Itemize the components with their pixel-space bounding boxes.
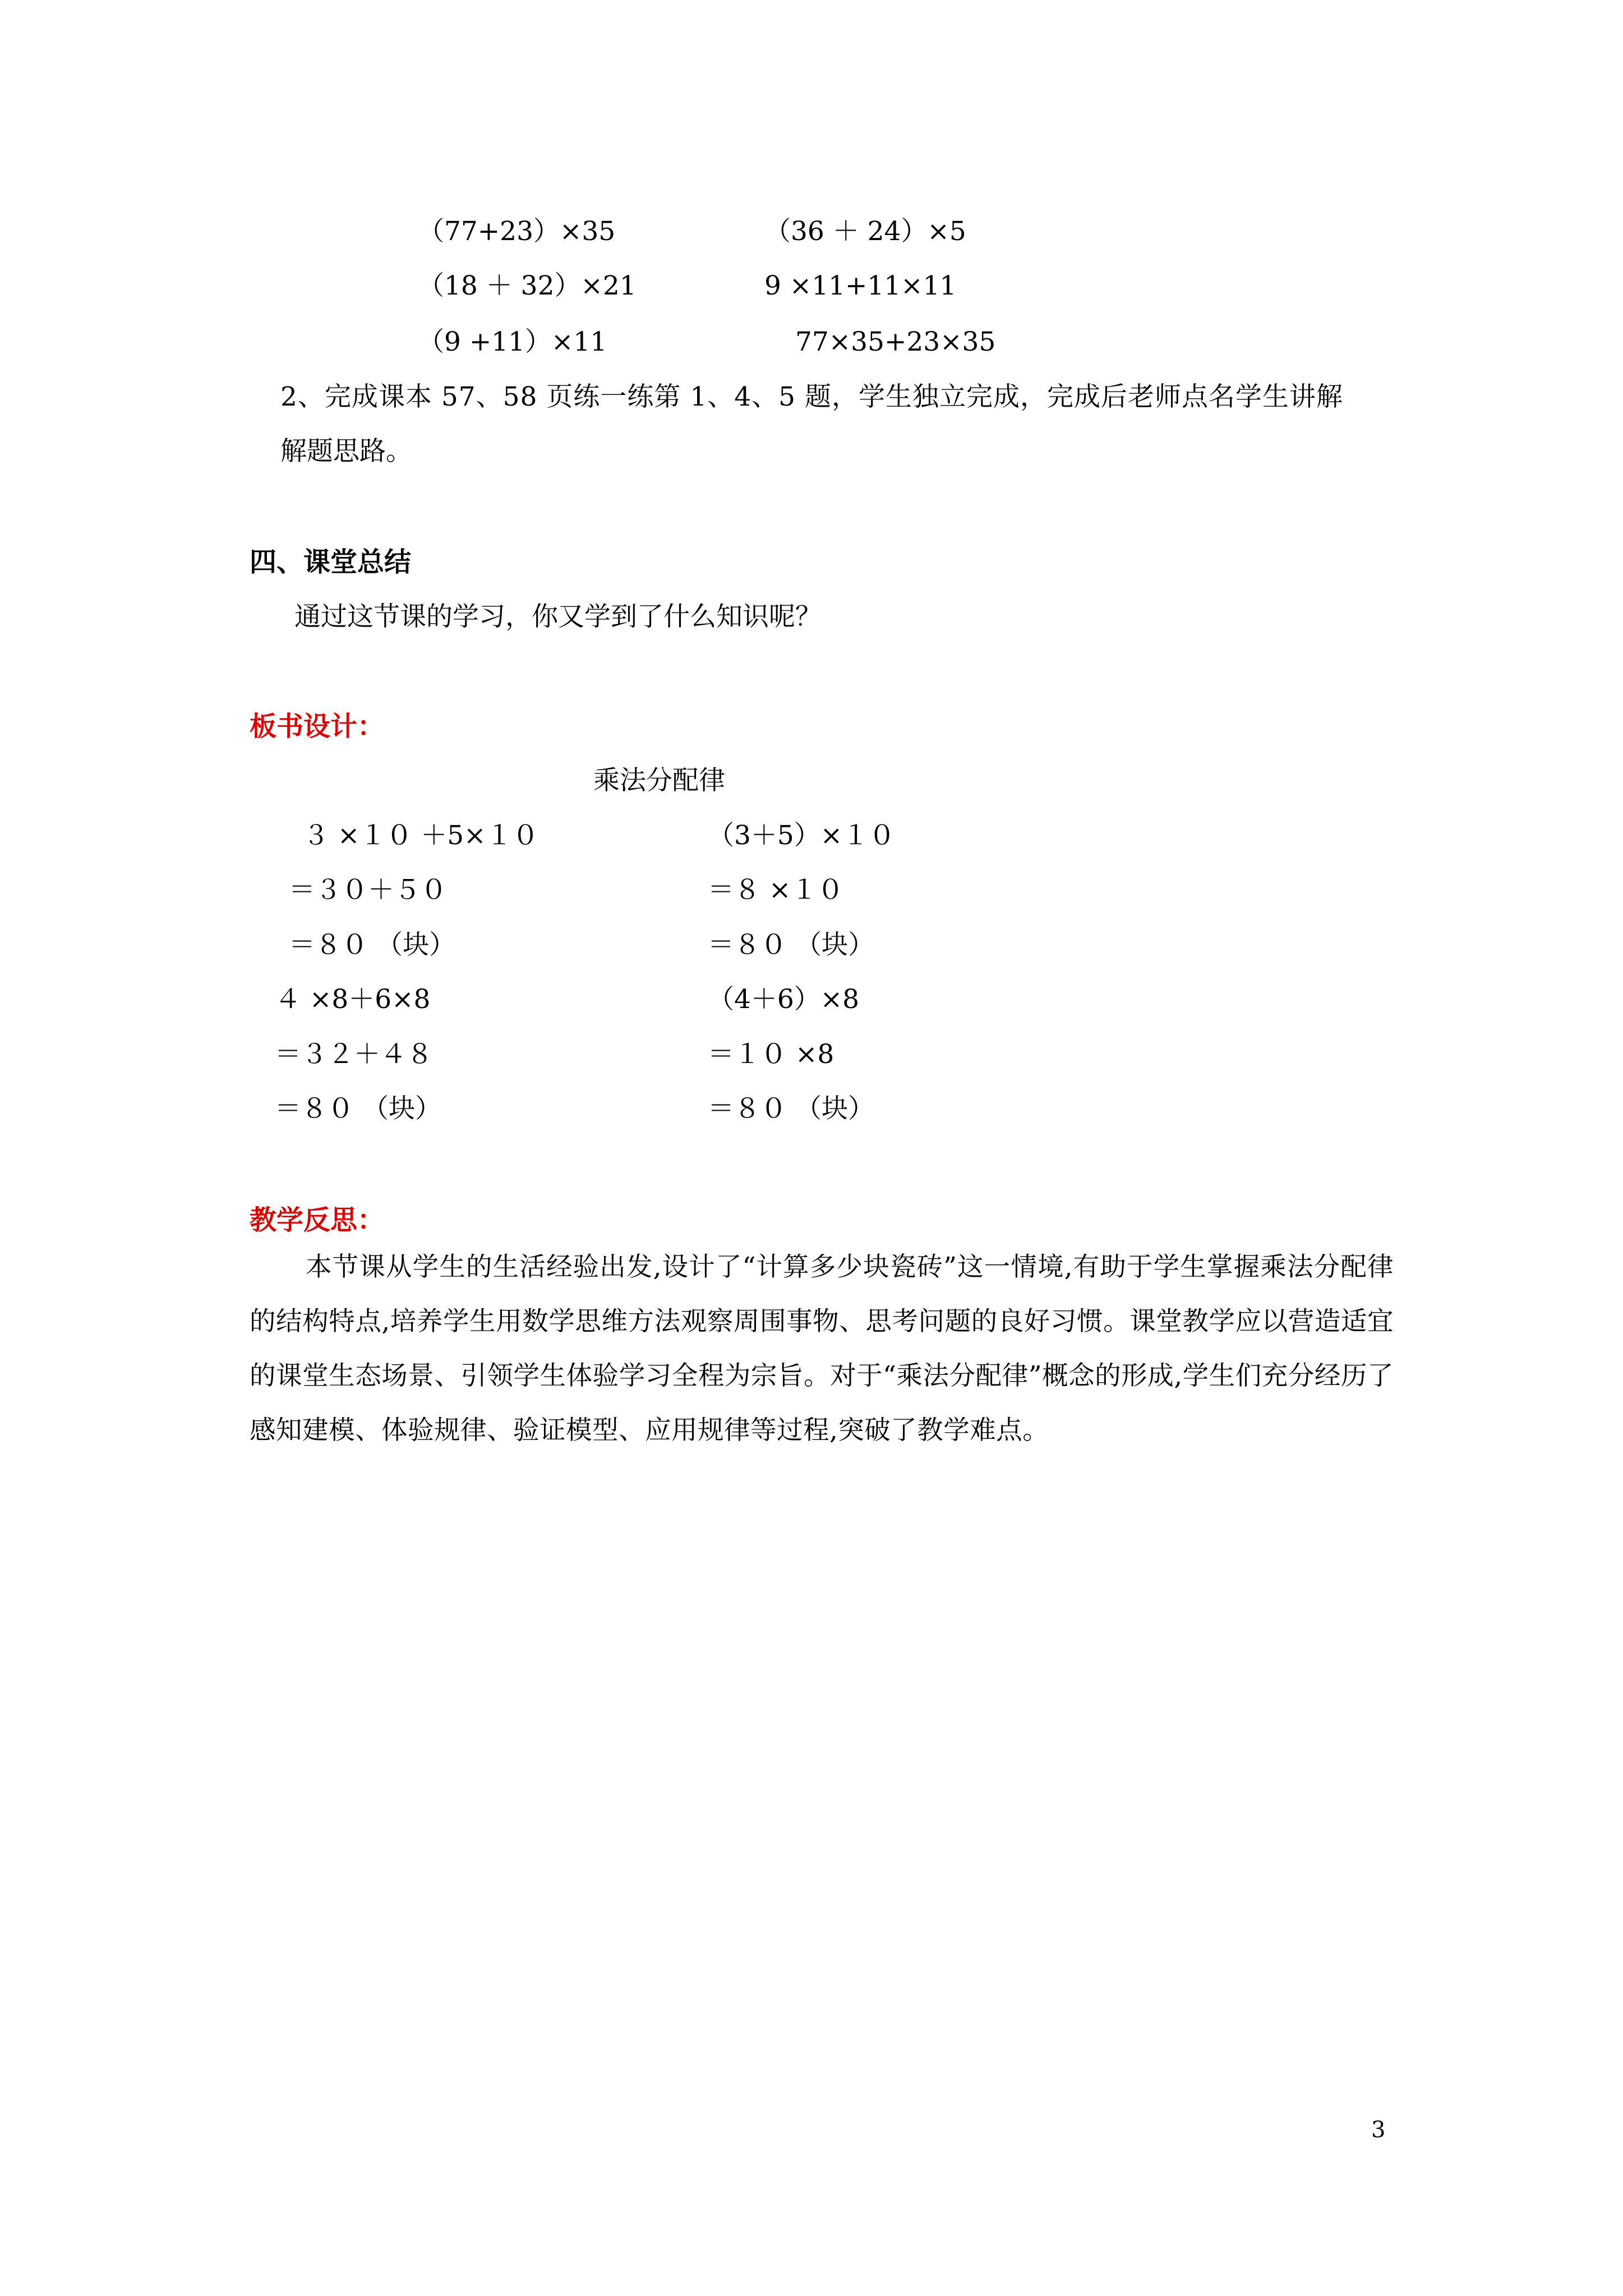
board-row-3-right: ＝８０ （块） [708, 930, 874, 960]
board-row-2-right: ＝８ ×１０ [708, 875, 844, 905]
board-row-5-left: ＝３２＋４８ [275, 1039, 433, 1070]
board-row-2-left: ＝３０＋５０ [289, 875, 447, 905]
summary-heading: 四、课堂总结 [250, 546, 412, 578]
board-row-6-right: ＝８０ （块） [708, 1093, 874, 1124]
board-row-1-left: ３ ×１０ ＋5×１０ [303, 820, 539, 851]
reflection-heading: 教学反思： [250, 1204, 385, 1236]
board-row-6-left: ＝８０ （块） [275, 1093, 441, 1124]
exercise-2-left: （18 ＋ 32）×21 [418, 270, 637, 301]
exercise-1-left: （77+23）×35 [418, 216, 616, 247]
summary-text: 通过这节课的学习，你又学到了什么知识呢？ [294, 601, 822, 632]
board-row-5-right: ＝１０ ×8 [708, 1039, 834, 1070]
exercise-item2-line1: 2、完成课本 57、58 页练一练第 1、4、5 题，学生独立完成，完成后老师点名学生讲解 [280, 381, 1343, 412]
page-number: 3 [1371, 2117, 1386, 2143]
exercise-1-right: （36 ＋ 24）×5 [764, 216, 966, 247]
board-heading: 板书设计： [250, 711, 385, 742]
exercise-3-right: 77×35+23×35 [795, 326, 996, 357]
board-row-1-right: （3＋5）×１０ [708, 820, 896, 851]
board-row-4-left: ４ ×8＋6×8 [275, 984, 431, 1015]
board-row-4-right: （4＋6）×8 [708, 984, 860, 1015]
reflection-text: 本节课从学生的生活经验出发,设计了“计算多少块瓷砖”这一情境,有助于学生掌握乘法分配律的结构特点,培养学生用数学思维方法观察周围事物、思考问题的良好习惯。课堂教学应以营造适宜的课堂生态场景、引领学生体验学习全程为宗旨。对于“乘法分配律”概念的形成,学生们充分经历了感知建模、体验规律、验证模型、应用规律等过程,突破了教学难点。 [250, 1251, 1394, 1445]
exercise-3-left: （9 +11）×11 [418, 326, 607, 357]
exercise-2-right: 9 ×11+11×11 [764, 270, 957, 301]
board-title: 乘法分配律 [593, 765, 725, 796]
exercise-item2-line2: 解题思路。 [280, 436, 412, 467]
board-row-3-left: ＝８０ （块） [289, 930, 455, 960]
